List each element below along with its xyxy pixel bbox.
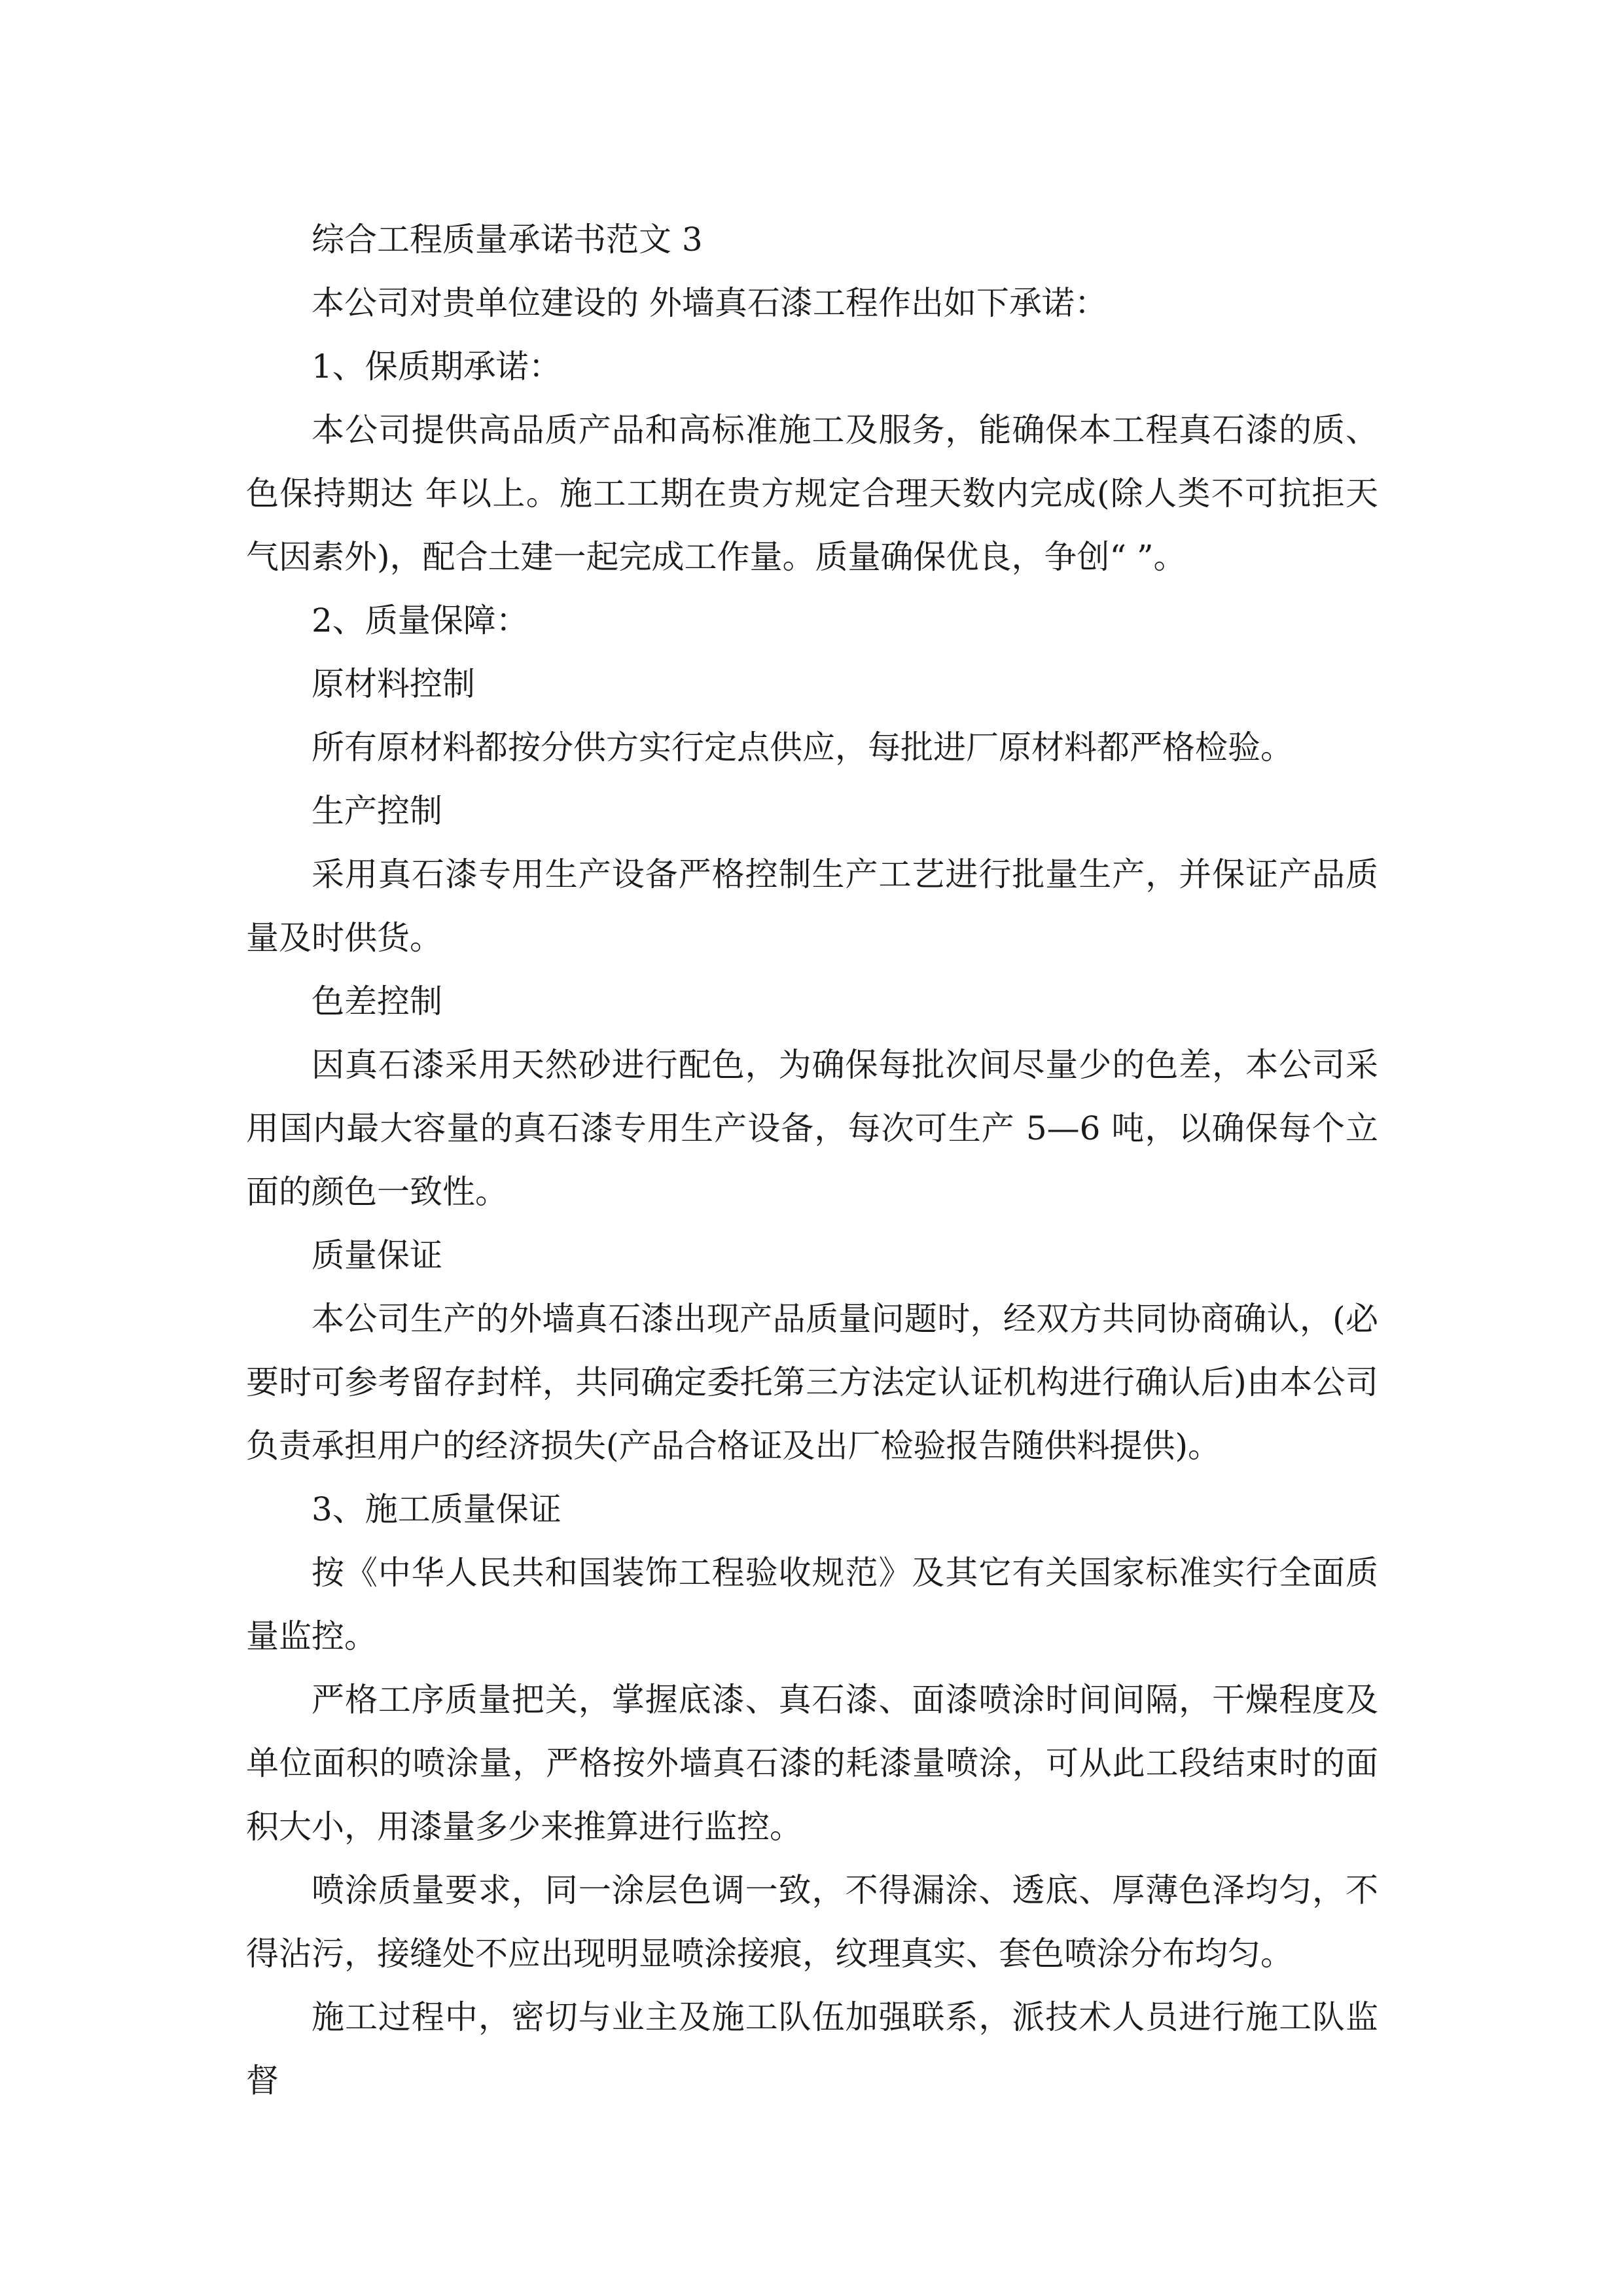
spray-quality-paragraph: 喷涂质量要求，同一涂层色调一致，不得漏涂、透底、厚薄色泽均匀，不得沾污，接缝处不应出现明显喷涂接痕，纹理真实、套色喷涂分布均匀。 <box>246 1871 1378 1973</box>
production-paragraph: 采用真石漆专用生产设备严格控制生产工艺进行批量生产，并保证产品质量及时供货。 <box>246 855 1378 957</box>
subheading-color-control: 色差控制 <box>312 982 442 1020</box>
section-heading-warranty: 1、保质期承诺： <box>312 348 562 386</box>
color-control-paragraph: 因真石漆采用天然砂进行配色，为确保每批次间尽量少的色差，本公司采用国内最大容量的真石漆专用生产设备，每次可生产 5—6 吨，以确保每个立面的颜色一致性。 <box>246 1046 1378 1211</box>
intro-paragraph: 本公司对贵单位建设的 外墙真石漆工程作出如下承诺： <box>312 284 1107 322</box>
construction-process-paragraph: 施工过程中，密切与业主及施工队伍加强联系，派技术人员进行施工队监督 <box>246 1998 1378 2100</box>
subheading-production: 生产控制 <box>312 792 442 830</box>
section-heading-quality-assurance: 2、质量保障： <box>312 601 529 639</box>
subheading-raw-material: 原材料控制 <box>312 665 475 703</box>
subheading-quality-guarantee: 质量保证 <box>312 1236 442 1274</box>
quality-guarantee-paragraph: 本公司生产的外墙真石漆出现产品质量问题时，经双方共同协商确认，(必要时可参考留存封样，共同确定委托第三方法定认证机构进行确认后)由本公司负责承担用户的经济损失(产品合格证及出厂检验报告随供料提供)。 <box>246 1300 1378 1465</box>
process-control-paragraph: 严格工序质量把关，掌握底漆、真石漆、面漆喷涂时间间隔，干燥程度及单位面积的喷涂量，严格按外墙真石漆的耗漆量喷涂，可从此工段结束时的面积大小，用漆量多少来推算进行监控。 <box>246 1681 1378 1846</box>
document-title: 综合工程质量承诺书范文 3 <box>312 221 703 259</box>
section-heading-construction-quality: 3、施工质量保证 <box>312 1490 562 1528</box>
warranty-paragraph: 本公司提供高品质产品和高标准施工及服务，能确保本工程真石漆的质、色保持期达 年以上。施工工期在贵方规定合理天数内完成(除人类不可抗拒天气因素外)，配合土建一起完成工作量。质量确保优良，争创“ ”。 <box>246 411 1378 576</box>
document-body <box>246 208 1378 2113</box>
raw-material-paragraph: 所有原材料都按分供方实行定点供应，每批进厂原材料都严格检验。 <box>312 728 1293 766</box>
standards-paragraph: 按《中华人民共和国装饰工程验收规范》及其它有关国家标准实行全面质量监控。 <box>246 1554 1378 1655</box>
